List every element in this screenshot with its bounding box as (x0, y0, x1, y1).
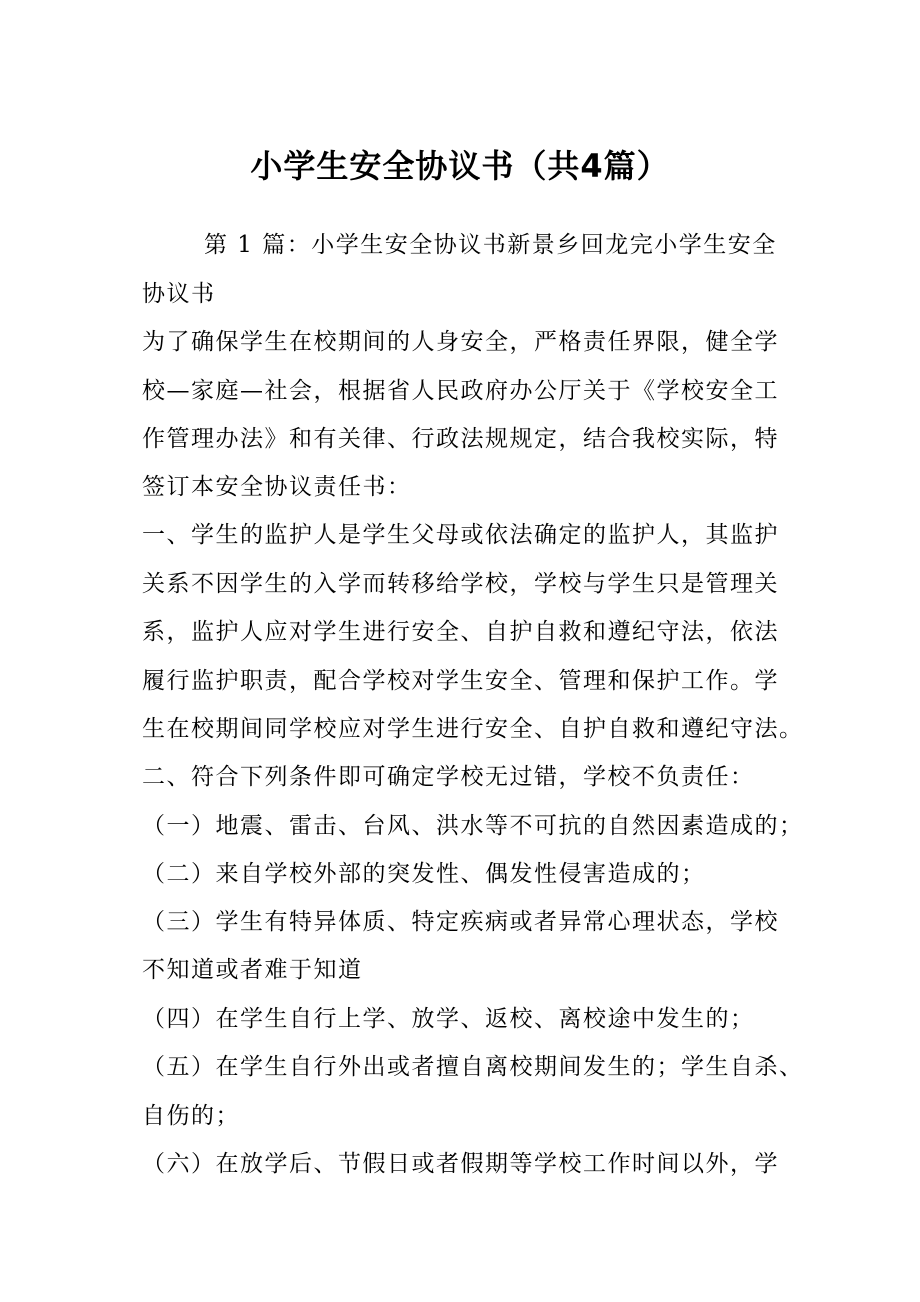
document-title: 小学生安全协议书（共4篇） (250, 147, 670, 185)
body-line: 系，监护人应对学生进行安全、自护自救和遵纪守法，依法 (142, 619, 779, 645)
body-line: 关系不因学生的入学而转移给学校，学校与学生只是管理关 (142, 571, 779, 597)
body-line: （三）学生有特异体质、特定疾病或者异常心理状态，学校 (142, 909, 779, 935)
body-line: （四）在学生自行上学、放学、返校、离校途中发生的； (142, 1006, 755, 1032)
body-line: 自伤的； (142, 1103, 240, 1129)
body-line: 协议书 (142, 281, 216, 307)
body-line: 校—家庭—社会，根据省人民政府办公厅关于《学校安全工 (142, 378, 779, 404)
body-line: 生在校期间同学校应对学生进行安全、自护自救和遵纪守法。 (142, 716, 804, 742)
body-line: （五）在学生自行外出或者擅自离校期间发生的；学生自杀、 (142, 1054, 804, 1080)
body-line: 签订本安全协议责任书： (142, 474, 412, 500)
body-line: 第 1 篇：小学生安全协议书新景乡回龙完小学生安全 (204, 232, 777, 258)
body-line: （六）在放学后、节假日或者假期等学校工作时间以外，学 (142, 1151, 779, 1177)
body-line: 履行监护职责，配合学校对学生安全、管理和保护工作。学 (142, 668, 779, 694)
body-line: 不知道或者难于知道 (142, 957, 363, 983)
body-line: （二）来自学校外部的突发性、偶发性侵害造成的； (142, 861, 706, 887)
body-line: 一、学生的监护人是学生父母或依法确定的监护人，其监护 (142, 522, 779, 548)
body-line: 作管理办法》和有关律、行政法规规定，结合我校实际，特 (142, 426, 779, 452)
body-line: （一）地震、雷击、台风、洪水等不可抗的自然因素造成的； (142, 813, 804, 839)
body-line: 二、符合下列条件即可确定学校无过错，学校不负责任： (142, 764, 755, 790)
body-line: 为了确保学生在校期间的人身安全，严格责任界限，健全学 (142, 329, 779, 355)
